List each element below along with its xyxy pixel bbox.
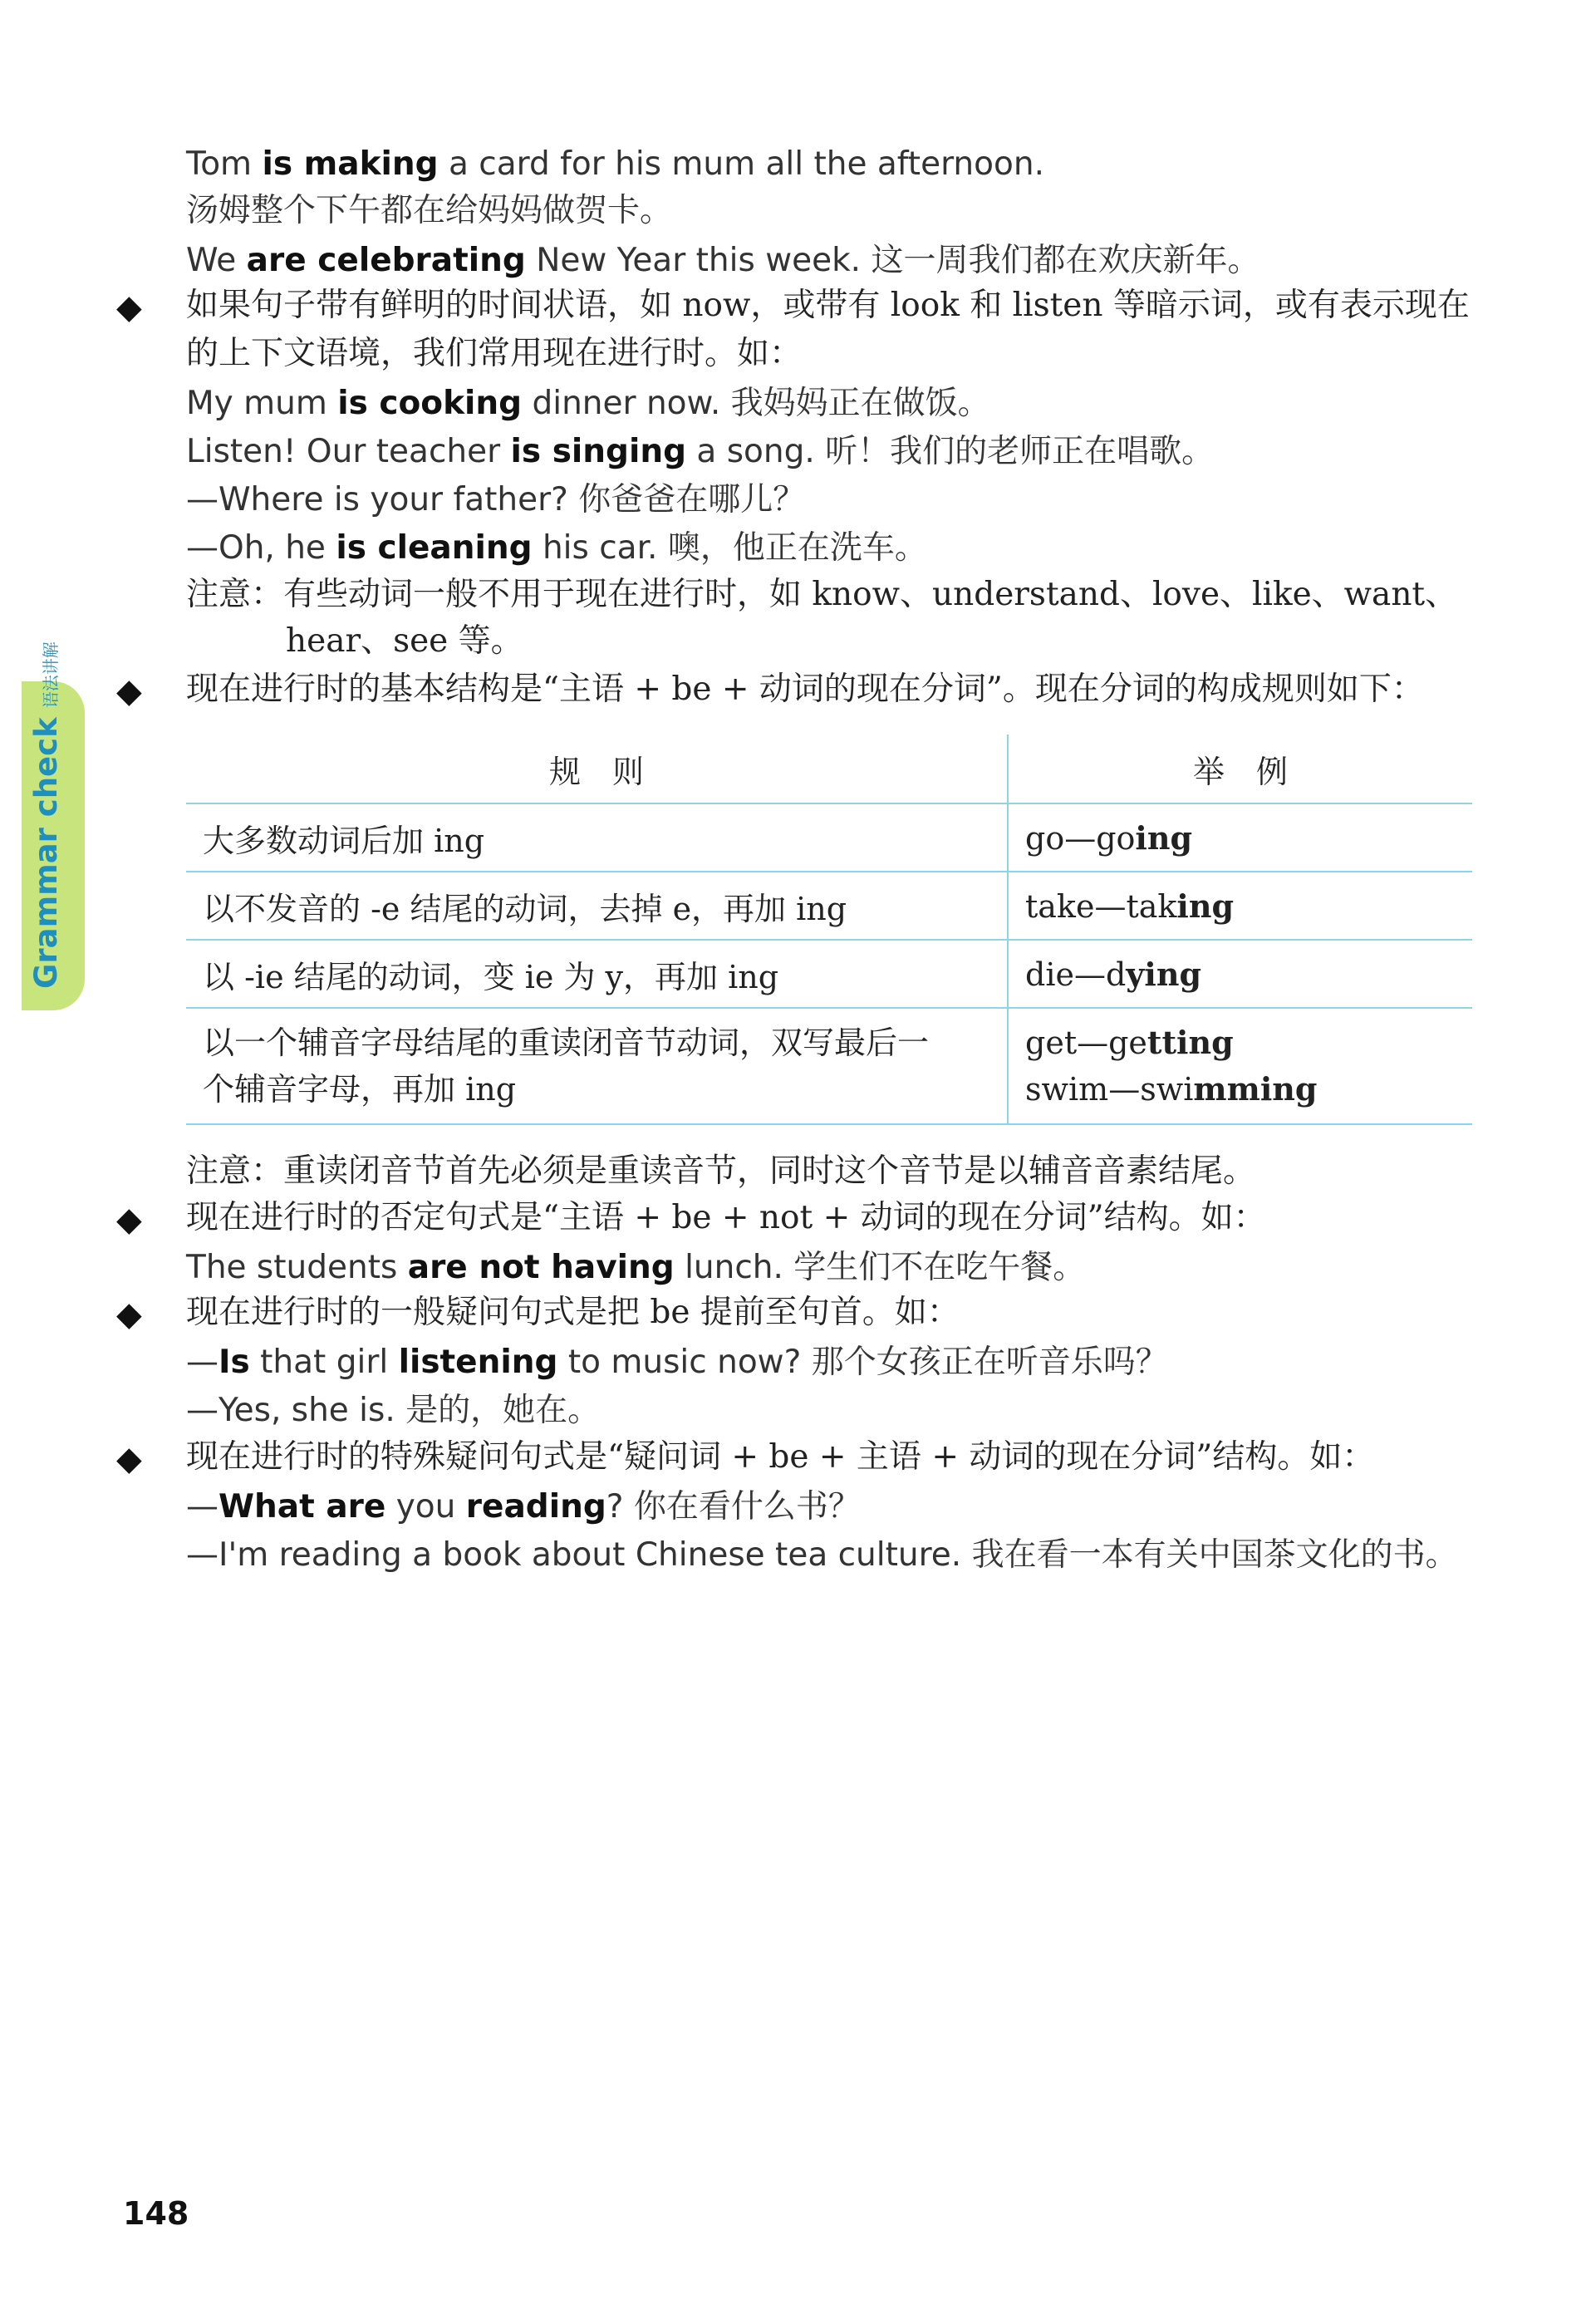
table-cell-example: go—going: [1008, 803, 1472, 872]
table-cell-example: die—dying: [1008, 940, 1472, 1008]
example-what-reading: —What are you reading? 你在看什么书？: [186, 1488, 861, 1526]
side-tab-english: Grammar check: [28, 717, 64, 989]
table-cell-rule: 以 -ie 结尾的动词，变 ie 为 y，再加 ing: [186, 940, 1008, 1008]
table-cell-example: get—getting swim—swimming: [1008, 1008, 1472, 1124]
rule-2: 现在进行时的基本结构是“主语 + be + 动词的现在分词”。现在分词的构成规则如下：: [186, 671, 1424, 708]
bullet-diamond-icon: ◆: [116, 288, 142, 327]
bullet-diamond-icon: ◆: [116, 1440, 142, 1478]
example-yes-she-is: —Yes, she is. 是的，她在。: [186, 1392, 601, 1429]
example-not-having: The students are not having lunch. 学生们不在吃午餐。: [186, 1249, 1086, 1286]
rule-5: 现在进行时的特殊疑问句式是“疑问词 + be + 主语 + 动词的现在分词”结构。如：: [186, 1438, 1375, 1476]
participle-rules-table: [186, 735, 1472, 1125]
table-header-example: 举 例: [1008, 735, 1472, 803]
table-cell-example: take—taking: [1008, 872, 1472, 940]
example-cleaning: —Oh, he is cleaning his car. 噢，他正在洗车。: [186, 529, 927, 567]
rule-4: 现在进行时的一般疑问句式是把 be 提前至句首。如：: [186, 1294, 960, 1331]
example-tea-culture: —I'm reading a book about Chinese tea culture. 我在看一本有关中国茶文化的书。: [186, 1536, 1458, 1574]
example-where-father: —Where is your father? 你爸爸在哪儿？: [186, 481, 806, 518]
side-tab-label: [28, 641, 64, 989]
table-header-row: [186, 735, 1472, 803]
rule-1-line-2: 的上下文语境，我们常用现在进行时。如：: [186, 335, 803, 372]
example-cooking: My mum is cooking dinner now. 我妈妈正在做饭。: [186, 385, 990, 422]
side-tab-chinese: 语法讲解: [41, 641, 61, 709]
table-row: [186, 940, 1472, 1008]
bullet-diamond-icon: ◆: [116, 1201, 142, 1239]
bullet-diamond-icon: ◆: [116, 672, 142, 710]
note-1-line-1: 注意：有些动词一般不用于现在进行时，如 know、understand、love、like、want、: [186, 576, 1458, 613]
note-1-line-2: hear、see 等。: [286, 622, 523, 660]
rule-3: 现在进行时的否定句式是“主语 + be + not + 动词的现在分词”结构。如：: [186, 1199, 1266, 1236]
table-row: [186, 872, 1472, 940]
example-listening: —Is that girl listening to music now? 那个女孩正在听音乐吗？: [186, 1344, 1168, 1381]
table-header-rule: 规 则: [186, 735, 1008, 803]
table-cell-rule: 以不发音的 -e 结尾的动词，去掉 e，再加 ing: [186, 872, 1008, 940]
table-row: [186, 803, 1472, 872]
page-number: 148: [123, 2195, 189, 2232]
example-singing: Listen! Our teacher is singing a song. 听！我们的老师正在唱歌。: [186, 433, 1215, 470]
bullet-diamond-icon: ◆: [116, 1295, 142, 1334]
example-line-1: Tom is making a card for his mum all the afternoon.: [186, 145, 1044, 183]
example-line-1-translation: 汤姆整个下午都在给妈妈做贺卡。: [186, 192, 673, 229]
table-cell-rule: 以一个辅音字母结尾的重读闭音节动词，双写最后一 个辅音字母，再加 ing: [186, 1008, 1008, 1124]
table-row: [186, 1008, 1472, 1124]
rule-1-line-1: 如果句子带有鲜明的时间状语，如 now，或带有 look 和 listen 等暗示词，或有表示现在: [186, 287, 1470, 324]
note-2: 注意：重读闭音节首先必须是重读音节，同时这个音节是以辅音音素结尾。: [186, 1152, 1256, 1190]
example-line-2: We are celebrating New Year this week. 这一周我们都在欢庆新年。: [186, 242, 1260, 279]
table-cell-rule: 大多数动词后加 ing: [186, 803, 1008, 872]
